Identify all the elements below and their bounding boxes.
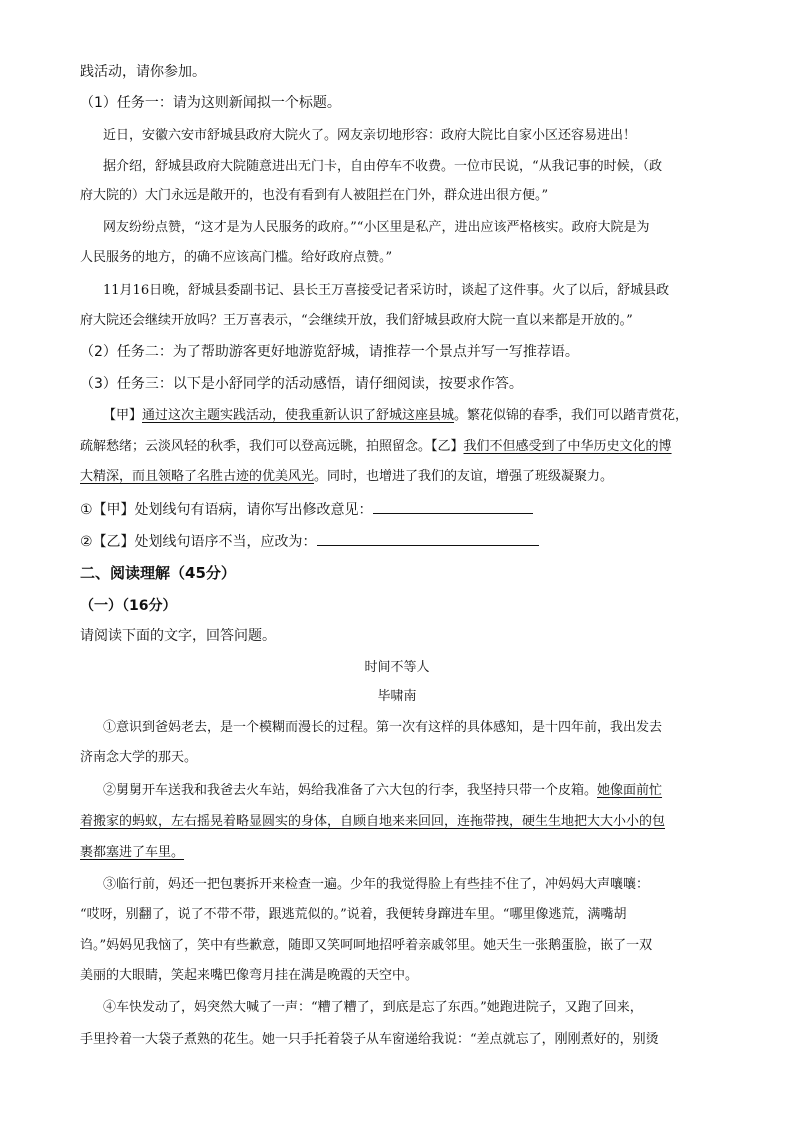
intro-line: 践活动，请你参加。	[80, 64, 206, 80]
article-p3-line-3: 诌。”妈妈见我恼了，笑中有些歉意，随即又笑呵呵地招呼着亲戚邻里。她天生一张鹅蛋脸，嵌了一双	[80, 938, 653, 953]
reading-instruction: 请阅读下面的文字，回答问题。	[80, 628, 276, 644]
article-title: 时间不等人	[364, 660, 430, 675]
answer-blank-1[interactable]	[373, 499, 533, 514]
underlined-sentence-yi-part2: 大精深，而且领略了名胜古迹的优美风光	[80, 469, 315, 484]
question-1-text: ①【甲】处划线句有语病，请你写出修改意见：	[80, 502, 373, 518]
task2-prompt: （2）任务二：为了帮助游客更好地游览舒城，请推荐一个景点并写一写推荐语。	[80, 344, 579, 360]
news-line-3: 府大院的）大门永远是敞开的，也没有看到有人被阻拦在门外，群众进出很方便。”	[80, 188, 549, 203]
underlined-sentence-jia: 通过这次主题实践活动，使我重新认识了舒城这座县城	[142, 408, 455, 423]
article-p2-line-1	[103, 781, 662, 801]
question-1	[80, 499, 533, 520]
article-p1-line-2: 济南念大学的那天。	[80, 750, 198, 765]
news-line-2: 据介绍，舒城县政府大院随意进出无门卡，自由停车不收费。一位市民说，“从我记事的时候，（政	[103, 159, 663, 174]
essay-line-2-text: 疏解愁绪；云淡风轻的秋季，我们可以登高远眺，拍照留念。【乙】	[80, 439, 464, 454]
subsection-heading: （一）（16分）	[80, 598, 177, 614]
answer-blank-2[interactable]	[317, 531, 539, 546]
article-p3-line-1: ③临行前，妈还一把包裹拆开来检查一遍。少年的我觉得脸上有些挂不住了，冲妈妈大声嚷嚷：	[103, 877, 650, 892]
essay-line-1	[103, 406, 688, 426]
news-line-4: 网友纷纷点赞，“这才是为人民服务的政府。”“小区里是私产，进出应该严格核实。政府大院是为	[103, 220, 650, 235]
article-p4-line-1: ④车快发动了，妈突然大喊了一声：“糟了糟了，到底是忘了东西。”她跑进院子，又跑了回来，	[103, 1000, 643, 1015]
article-p4-line-2: 手里拎着一大袋子煮熟的花生。她一只手托着袋子从车窗递给我说：“差点就忘了，刚刚煮好的，别烫	[80, 1032, 659, 1047]
news-line-6: 11月16日晚，舒城县委副书记、县长王万喜接受记者采访时，谈起了这件事。火了以后，舒城县政	[103, 283, 670, 298]
question-2	[80, 531, 539, 552]
underlined-sentence-yi-part1: 我们不但感受到了中华历史文化的博	[463, 439, 672, 454]
essay-line-3	[80, 467, 613, 487]
article-p2-underlined-1: 她像面前忙	[597, 783, 663, 798]
task3-prompt: （3）任务三：以下是小舒同学的活动感悟，请仔细阅读，按要求作答。	[80, 376, 523, 392]
essay-line-2	[80, 437, 672, 457]
section-heading: 二、阅读理解（45分）	[80, 564, 236, 582]
article-p3-line-4: 美丽的大眼睛，笑起来嘴巴像弯月挂在满是晚霞的天空中。	[80, 968, 419, 983]
task1-prompt: （1）任务一：请为这则新闻拟一个标题。	[80, 95, 341, 111]
essay-line-3-rest: 。同时，也增进了我们的友谊，增强了班级凝聚力。	[314, 469, 614, 484]
essay-line-1-rest: 。繁花似锦的春季，我们可以踏青赏花，	[454, 408, 689, 423]
news-line-1: 近日，安徽六安市舒城县政府大院火了。网友亲切地形容：政府大院比自家小区还容易进出！	[103, 128, 637, 143]
news-line-5: 人民服务的地方，的确不应该高门槛。给好政府点赞。”	[80, 250, 393, 265]
news-line-7: 府大院还会继续开放吗？王万喜表示，“会继续开放，我们舒城县政府大院一直以来都是开放的。”	[80, 313, 633, 328]
article-p2-underlined-3: 裹都塞进了车里。	[80, 845, 185, 860]
article-p2-text: ②舅舅开车送我和我爸去火车站，妈给我准备了六大包的行李，我坚持只带一个皮箱。	[103, 783, 598, 798]
question-2-text: ②【乙】处划线句语序不当，应改为：	[80, 534, 317, 550]
article-p3-line-2: “哎呀，别翻了，说了不带不带，跟逃荒似的。”说着，我便转身蹿进车里。“哪里像逃荒，满嘴胡	[80, 907, 627, 922]
mark-jia: 【甲】	[103, 408, 143, 423]
article-p1-line-1: ①意识到爸妈老去，是一个模糊而漫长的过程。第一次有这样的具体感知，是十四年前，我出发去	[103, 720, 663, 735]
article-p2-underlined-2: 着搬家的蚂蚁，左右摇晃着略显圆实的身体，自顾自地来来回回，连拖带拽，硬生生地把大大小小的包	[80, 814, 666, 829]
article-author: 毕啸南	[377, 689, 417, 704]
